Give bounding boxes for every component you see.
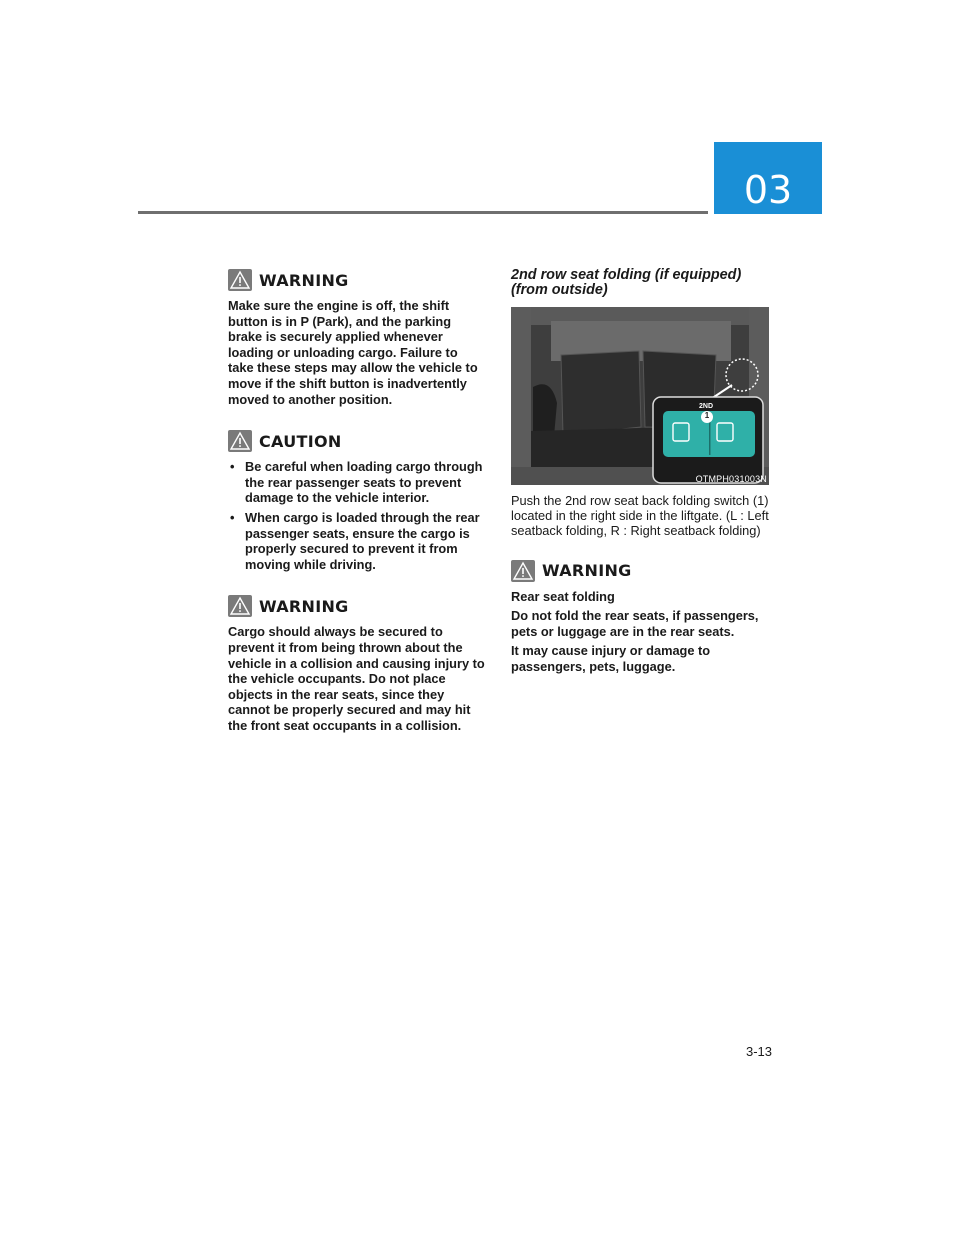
warning-title: WARNING <box>542 561 632 581</box>
chapter-tab <box>714 142 822 214</box>
caution-item: • When cargo is loaded through the rear passenger seats, ensure the cargo is properly secured to prevent it from moving while driving. <box>228 510 486 572</box>
warning-triangle-icon <box>511 560 535 582</box>
warning-text: Cargo should always be secured to prevent it from being thrown about the vehicle in a collision and causing injury to the vehicle occupants. Do not place objects in the rear seats, since they cannot be properly secured and may hit the front seat occupants in a collision. <box>228 624 485 733</box>
caution-title: CAUTION <box>259 431 342 451</box>
warning-triangle-icon <box>228 595 252 617</box>
warning-heading <box>228 268 486 292</box>
page-number: 3-13 <box>745 1044 772 1059</box>
warning-heading <box>511 559 769 583</box>
chapter-number: 03 <box>743 168 793 212</box>
warning-text: Make sure the engine is off, the shift button is in P (Park), and the parking brake is securely applied whenever loading or unloading cargo. Failure to take these steps may allow the vehicle to move if the shift button is inadvertently moved to another position. <box>228 298 478 407</box>
figure-code: OTMPH031003N <box>695 474 767 484</box>
cargo-area-illustration <box>511 307 769 485</box>
warning-triangle-icon <box>228 269 252 291</box>
caution-heading <box>228 429 486 453</box>
warning-block-1 <box>228 268 486 407</box>
section-title: 2nd row seat folding (if equipped) (from outside) <box>511 267 742 298</box>
warning-block-2 <box>228 594 486 733</box>
caution-list <box>228 459 486 572</box>
cargo-area-figure <box>511 307 769 485</box>
warning-text: Do not fold the rear seats, if passengers, pets or luggage are in the rear seats. <box>511 608 759 639</box>
left-column <box>228 268 486 755</box>
header-rule <box>138 211 708 214</box>
warning-heading <box>228 594 486 618</box>
caution-item: • Be careful when loading cargo through the rear passenger seats to prevent damage to the vehicle interior. <box>228 459 486 506</box>
callout-number: 1 <box>704 411 710 420</box>
warning-subheading: Rear seat folding <box>511 588 615 604</box>
warning-title: WARNING <box>259 270 349 290</box>
warning-text: It may cause injury or damage to passengers, pets, luggage. <box>511 643 711 674</box>
right-column <box>511 268 769 697</box>
warning-title: WARNING <box>259 596 349 616</box>
caution-triangle-icon <box>228 430 252 452</box>
warning-block-3 <box>511 559 769 675</box>
switch-row-label: 2ND <box>699 403 714 410</box>
caution-block <box>228 429 486 572</box>
description-text: Push the 2nd row seat back folding switch (1) located in the right side in the liftgate. (L : Left seatback folding, R : Right seatback folding) <box>511 493 769 539</box>
